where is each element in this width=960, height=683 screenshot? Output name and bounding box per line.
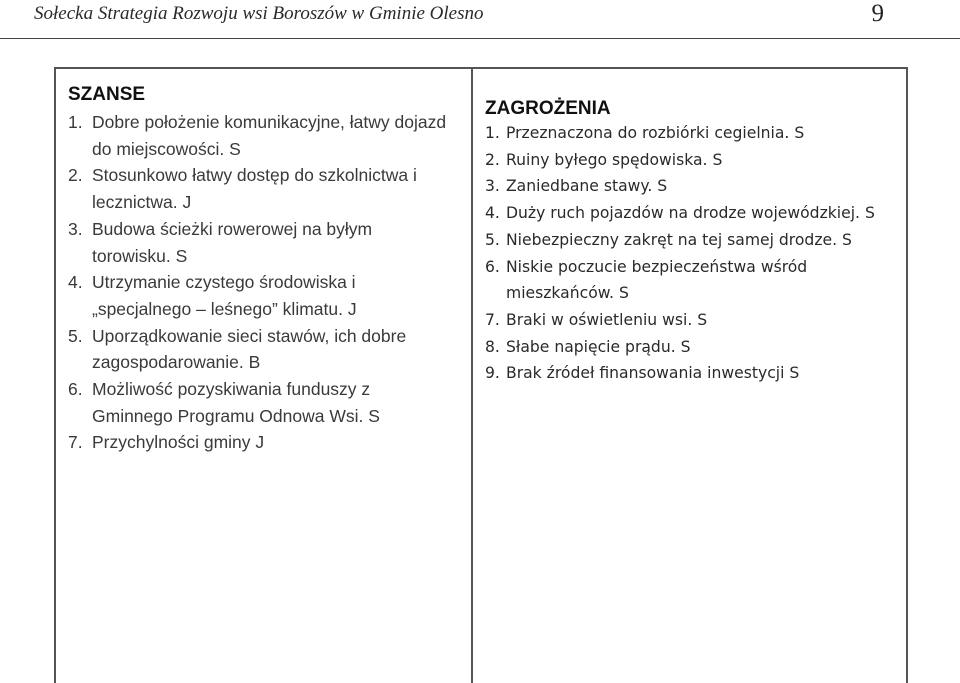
item-number: 3. — [485, 177, 500, 196]
threats-heading: ZAGROŻENIA — [485, 98, 611, 119]
threat-item — [485, 254, 906, 307]
opportunity-item — [68, 323, 452, 376]
item-text: Słabe napięcie prądu. S — [506, 337, 691, 356]
item-text: Niskie poczucie bezpieczeństwa wśród mieszkańców. S — [506, 257, 808, 303]
item-text: Dobre położenie komunikacyjne, łatwy dojazd do miejscowości. S — [92, 112, 447, 159]
item-number: 9. — [485, 364, 500, 383]
item-text: Ruiny byłego spędowiska. S — [506, 150, 723, 169]
opportunity-item — [68, 216, 452, 269]
item-text: Uporządkowanie sieci stawów, ich dobre zagospodarowanie. B — [92, 325, 407, 373]
threat-item — [485, 334, 906, 361]
opportunities-cell — [56, 69, 473, 683]
item-text: Braki w oświetleniu wsi. S — [506, 310, 708, 329]
threats-list — [485, 120, 906, 387]
threat-item — [485, 227, 906, 254]
item-text: Przeznaczona do rozbiórki cegielnia. S — [506, 124, 805, 142]
item-number: 5. — [485, 230, 500, 249]
threat-item — [485, 200, 906, 227]
item-text: Możliwość pozyskiwania funduszy z Gminnego Programu Odnowa Wsi. S — [92, 379, 380, 426]
item-text: Utrzymanie czystego środowiska i „specjalnego – leśnego” klimatu. J — [92, 272, 357, 319]
item-text: Zaniedbane stawy. S — [506, 177, 668, 196]
item-text: Przychylności gminy J — [92, 432, 265, 453]
item-number: 1. — [68, 112, 83, 132]
opportunities-heading: SZANSE — [68, 84, 146, 105]
opportunities-list — [68, 109, 471, 456]
threat-item — [485, 307, 906, 334]
item-number: 1. — [485, 124, 500, 142]
opportunity-item — [68, 429, 452, 456]
item-number: 5. — [68, 325, 83, 346]
item-number: 6. — [68, 379, 83, 400]
item-number: 4. — [485, 204, 500, 223]
item-number: 7. — [485, 310, 500, 329]
item-number: 8. — [485, 337, 500, 356]
opportunity-item — [68, 269, 452, 322]
item-number: 4. — [68, 272, 83, 293]
item-text: Niebezpieczny zakręt na tej samej drodze. S — [506, 230, 852, 249]
item-number: 7. — [68, 432, 83, 453]
item-number: 6. — [485, 257, 500, 276]
opportunity-item — [68, 109, 452, 162]
item-text: Budowa ścieżki rowerowej na byłym torowisku. S — [92, 218, 373, 266]
page-header — [0, 0, 960, 39]
threats-cell — [473, 69, 906, 683]
threat-item — [485, 360, 906, 387]
threat-item — [485, 147, 906, 174]
item-number: 2. — [485, 150, 500, 169]
swot-table — [54, 67, 908, 683]
item-number: 2. — [68, 165, 83, 186]
item-text: Stosunkowo łatwy dostęp do szkolnictwa i lecznictwa. J — [92, 165, 417, 213]
threat-item — [485, 120, 906, 147]
opportunity-item — [68, 376, 452, 429]
item-text: Duży ruch pojazdów na drodze wojewódzkiej. S — [506, 204, 875, 223]
opportunity-item — [68, 162, 452, 215]
item-number: 3. — [68, 218, 83, 239]
threat-item — [485, 173, 906, 200]
document-title: Sołecka Strategia Rozwoju wsi Boroszów w Gminie Olesno — [34, 3, 484, 24]
page-number: 9 — [871, 0, 884, 27]
item-text: Brak źródeł finansowania inwestycji S — [506, 364, 800, 383]
